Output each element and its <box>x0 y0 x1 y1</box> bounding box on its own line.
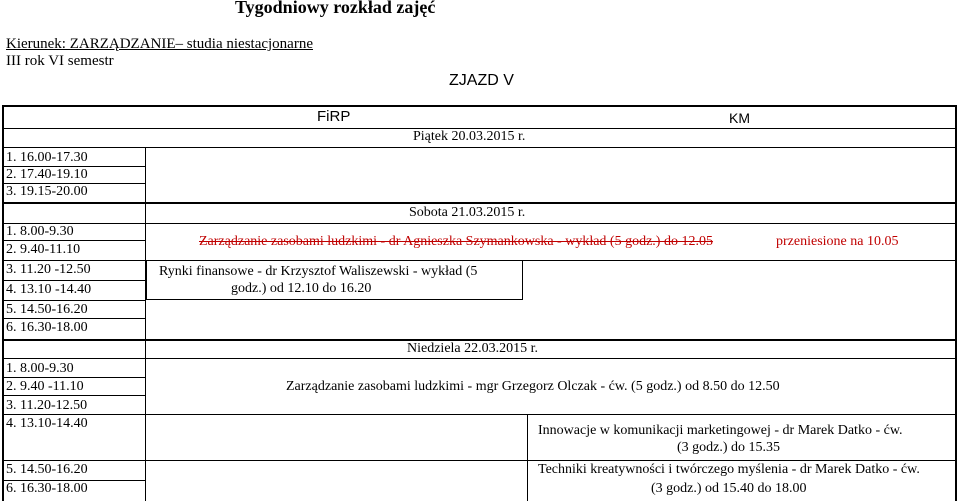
event-sat-zzl-cancelled: Zarządzanie zasobami ludzkimi - dr Agnieszka Szymankowska - wykład (5 godz.) do 12.05 <box>199 234 713 249</box>
slot-sat-4: 4. 13.10 -14.40 <box>6 282 92 297</box>
event-sun-cell-divider <box>527 414 528 501</box>
table-top-border <box>2 105 957 107</box>
slot-sun-6: 6. 16.30-18.00 <box>6 481 88 496</box>
page-title: Tygodniowy rozkład zajęć <box>235 0 436 17</box>
slot-fri-3: 3. 19.15-20.00 <box>6 184 88 199</box>
slot-sun-3: 3. 11.20-12.50 <box>6 398 88 413</box>
event-sun-innov-line1: Innowacje w komunikacji marketingowej - dr Marek Datko - ćw. <box>538 423 903 438</box>
sunday-header-rule <box>2 358 957 359</box>
event-sat-moved-note: przeniesione na 10.05 <box>776 234 899 249</box>
table-left-border <box>2 105 4 501</box>
row-rule <box>2 300 146 301</box>
semester-label: III rok VI semestr <box>6 53 114 69</box>
column-header-km: KM <box>729 110 750 126</box>
event-sat-finance-line1: Rynki finansowe - dr Krzysztof Waliszewski - wykład (5 <box>159 264 478 279</box>
event-sun-innov-line2: (3 godz.) do 15.35 <box>677 440 781 455</box>
event-sun-tech-line1: Techniki kreatywności i twórczego myślenia - dr Marek Datko - ćw. <box>538 462 920 477</box>
row-rule <box>2 318 146 319</box>
row-rule <box>2 280 146 281</box>
row-rule <box>2 240 146 241</box>
slot-sat-1: 1. 8.00-9.30 <box>6 224 74 239</box>
slot-sat-6: 6. 16.30-18.00 <box>6 320 88 335</box>
slot-sun-5: 5. 14.50-16.20 <box>6 462 88 477</box>
saturday-top-rule <box>2 202 957 204</box>
row-rule <box>2 377 146 378</box>
slot-sun-4: 4. 13.10-14.40 <box>6 416 88 431</box>
day-header-sunday: Niedziela 22.03.2015 r. <box>407 341 539 356</box>
slot-sun-1: 1. 8.00-9.30 <box>6 361 74 376</box>
kierunek-label: Kierunek: ZARZĄDZANIE– studia niestacjonarne <box>6 36 313 52</box>
slot-fri-2: 2. 17.40-19.10 <box>6 167 88 182</box>
slot-fri-1: 1. 16.00-17.30 <box>6 150 88 165</box>
table-right-border <box>955 105 957 501</box>
zjazd-label: ZJAZD V <box>449 72 514 89</box>
row-rule <box>2 414 957 415</box>
slot-sun-2: 2. 9.40 -11.10 <box>6 379 84 394</box>
event-sun-zzl: Zarządzanie zasobami ludzkimi - mgr Grzegorz Olczak - ćw. (5 godz.) od 8.50 do 12.50 <box>286 379 780 394</box>
column-header-firp: FiRP <box>317 108 351 125</box>
slot-column-divider <box>145 147 146 501</box>
slot-sat-3: 3. 11.20 -12.50 <box>6 262 91 277</box>
row-rule <box>2 460 957 461</box>
slot-sat-2: 2. 9.40-11.10 <box>6 242 81 257</box>
slot-sat-5: 5. 14.50-16.20 <box>6 302 88 317</box>
saturday-header-rule <box>2 223 957 224</box>
day-header-friday: Piątek 20.03.2015 r. <box>413 129 526 144</box>
day-header-saturday: Sobota 21.03.2015 r. <box>409 205 526 220</box>
friday-header-rule <box>2 147 957 148</box>
event-sun-tech-line2: (3 godz.) od 15.40 do 18.00 <box>651 481 807 496</box>
row-rule <box>2 395 146 396</box>
event-sat-finance-line2: godz.) od 12.10 do 16.20 <box>231 281 372 296</box>
